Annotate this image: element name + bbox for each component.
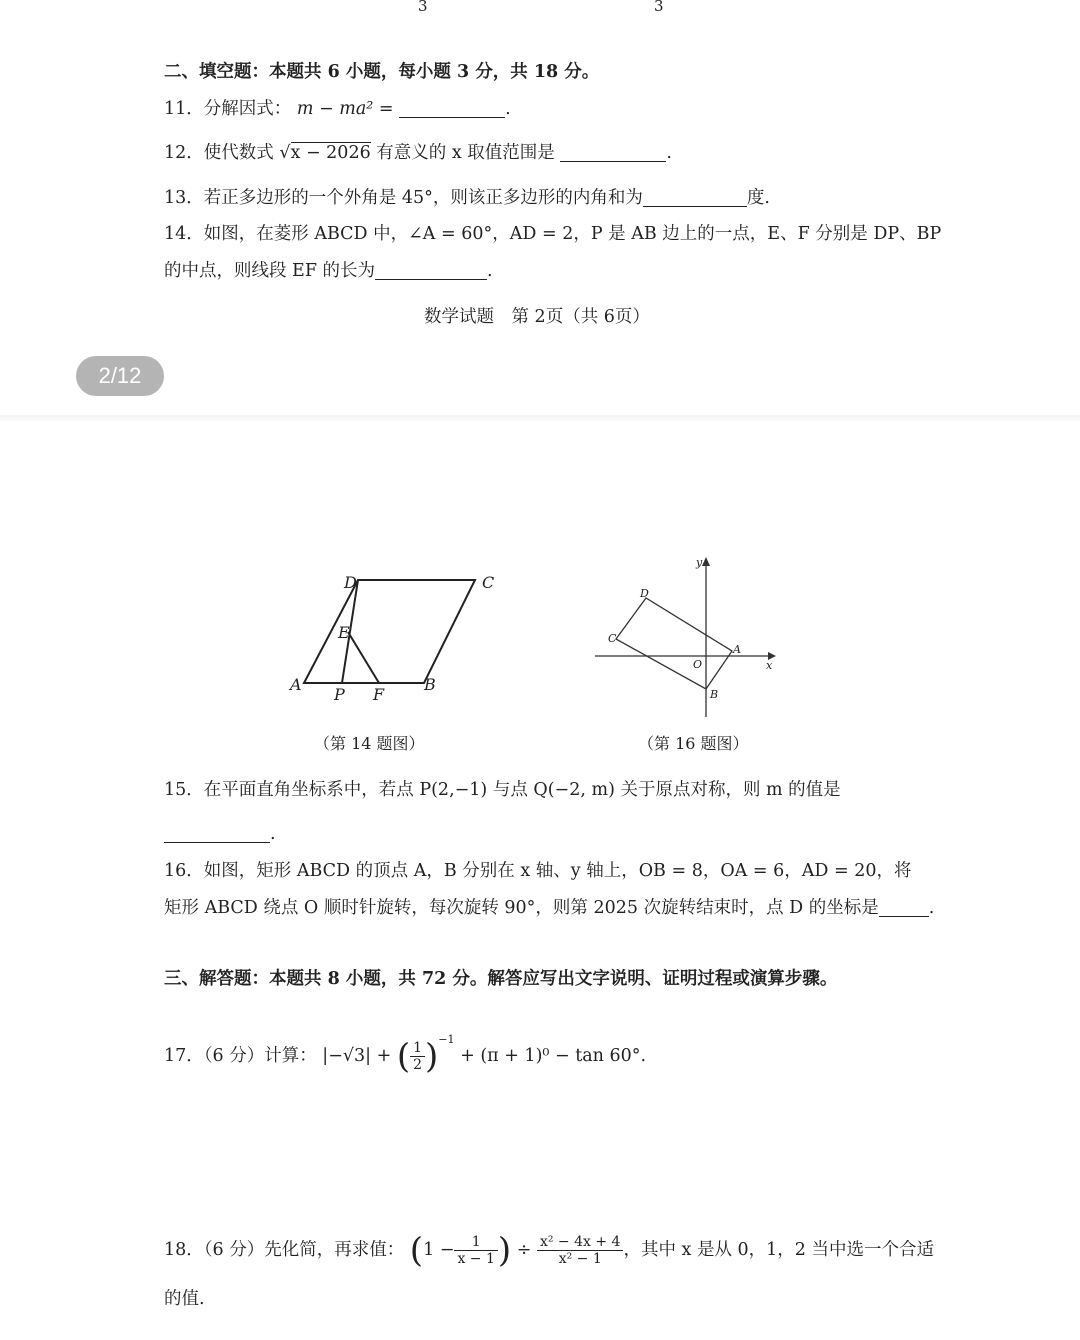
fig16-label-d: D	[640, 587, 649, 600]
q12-text2: 有意义的 x 取值范围是	[376, 143, 555, 163]
q12-radicand: x − 2026	[290, 143, 371, 163]
fig16-label-x: x	[766, 659, 773, 672]
sqrt-symbol: √	[279, 143, 291, 163]
fig14-label-d: D	[344, 573, 357, 592]
q18-div: ÷	[516, 1240, 532, 1260]
section3-heading: 三、解答题：本题共 8 小题，共 72 分。解答应写出文字说明、证明过程或演算步骤。	[164, 969, 838, 989]
q18-tail: ，其中 x 是从 0，1，2 当中选一个合适	[623, 1240, 934, 1260]
q12-text: 12．使代数式	[164, 143, 274, 163]
fig16-label-c: C	[608, 632, 617, 645]
question-15-answer: .	[164, 822, 276, 846]
fig16-caption: （第 16 题图）	[638, 734, 749, 753]
q18-fraction-1	[454, 1234, 497, 1267]
q11-answer-blank	[399, 99, 505, 118]
question-13	[164, 186, 770, 210]
fig16-label-a: A	[733, 643, 741, 656]
q18-f2-den: x² − 1	[558, 1251, 602, 1267]
question-11: 11．分解因式： m − ma² = .	[164, 99, 511, 119]
rhombus-abcd	[304, 580, 475, 683]
fig14-label-a: A	[290, 675, 302, 694]
paren-left: (	[396, 1036, 411, 1077]
y-axis-arrow-icon	[702, 557, 710, 566]
segment-ef	[348, 632, 379, 683]
question-14-line1: 14．如图，在菱形 ABCD 中，∠A = 60°，AD = 2，P 是 AB 边上的一点，E、F 分别是 DP、BP	[164, 224, 942, 244]
question-15: 15．在平面直角坐标系中，若点 P(2,−1) 与点 Q(−2, m) 关于原点对称，则 m 的值是	[164, 780, 841, 800]
paren-left: (	[409, 1230, 424, 1271]
q14-answer-blank	[375, 261, 487, 280]
page-divider	[0, 415, 1080, 421]
question-16-line1: 16．如图，矩形 ABCD 的顶点 A，B 分别在 x 轴、y 轴上，OB = 8，OA = 6，AD = 20，将	[164, 861, 912, 881]
q15-answer-blank	[164, 824, 270, 843]
question-18	[164, 1226, 934, 1275]
paren-right: )	[497, 1230, 512, 1271]
q18-one: 1 −	[423, 1240, 455, 1260]
fig16-label-b: B	[710, 688, 719, 701]
q17-frac-den: 2	[413, 1057, 423, 1073]
q13-answer-blank	[643, 188, 747, 207]
question-16-line2: 矩形 ABCD 绕点 O 顺时针旋转，每次旋转 90°，则第 2025 次旋转结束时，点 D 的坐标是 .	[164, 898, 935, 918]
question-17	[164, 1018, 646, 1079]
q13-unit: 度.	[746, 188, 770, 208]
q17-part1: |−√3| +	[322, 1046, 392, 1066]
fig14-caption: （第 14 题图）	[314, 734, 425, 753]
fig16-label-y: y	[696, 556, 703, 569]
fig16-label-o: O	[693, 658, 703, 671]
question-14-line2: 的中点，则线段 EF 的长为 .	[164, 261, 493, 281]
fig14-label-e: E	[338, 623, 350, 642]
q17-frac-num: 1	[410, 1040, 425, 1057]
q11-text: 11．分解因式：	[164, 99, 292, 119]
page-badge: 2/12	[76, 356, 164, 396]
q17-fraction	[410, 1040, 425, 1073]
fig14-label-f: F	[373, 685, 385, 704]
figure-14	[280, 560, 520, 710]
section2-heading: 二、填空题：本题共 6 小题，每小题 3 分，共 18 分。	[164, 62, 600, 82]
q13-text: 13．若正多边形的一个外角是 45°，则该正多边形的内角和为	[164, 188, 643, 208]
q17-label: 17．（6 分）计算：	[164, 1046, 317, 1066]
q12-answer-blank	[560, 143, 666, 162]
figure-16	[590, 552, 790, 722]
question-12: 12．使代数式 √x − 2026 有意义的 x 取值范围是 .	[164, 143, 672, 163]
q18-f2-num: x² − 4x + 4	[537, 1234, 623, 1251]
fig14-label-b: B	[424, 675, 436, 694]
q11-expr: m − ma² =	[296, 99, 394, 119]
question-18-line2: 的值.	[164, 1289, 205, 1309]
q16-answer-blank	[879, 898, 929, 917]
q18-f1-num: 1	[454, 1234, 497, 1251]
q17-part2: + (π + 1)⁰ − tan 60°.	[460, 1046, 647, 1066]
q18-label: 18．（6 分）先化简，再求值：	[164, 1240, 405, 1260]
page-footer: 数学试题 第 2页（共 6页）	[424, 307, 650, 327]
q18-f1-den: x − 1	[457, 1251, 495, 1267]
q18-fraction-2	[537, 1234, 623, 1267]
top-fragment-right: 3	[654, 0, 664, 15]
fig14-label-c: C	[482, 573, 495, 592]
q14-line2-text: 的中点，则线段 EF 的长为	[164, 261, 376, 281]
top-fragment-left: 3	[418, 0, 428, 15]
paren-right: )	[425, 1036, 439, 1077]
fig14-label-p: P	[334, 685, 345, 704]
rectangle-abcd	[616, 598, 732, 689]
q17-exponent: −1	[438, 1033, 455, 1046]
q16-line2-text: 矩形 ABCD 绕点 O 顺时针旋转，每次旋转 90°，则第 2025 次旋转结束时，点 D 的坐标是	[164, 898, 879, 918]
